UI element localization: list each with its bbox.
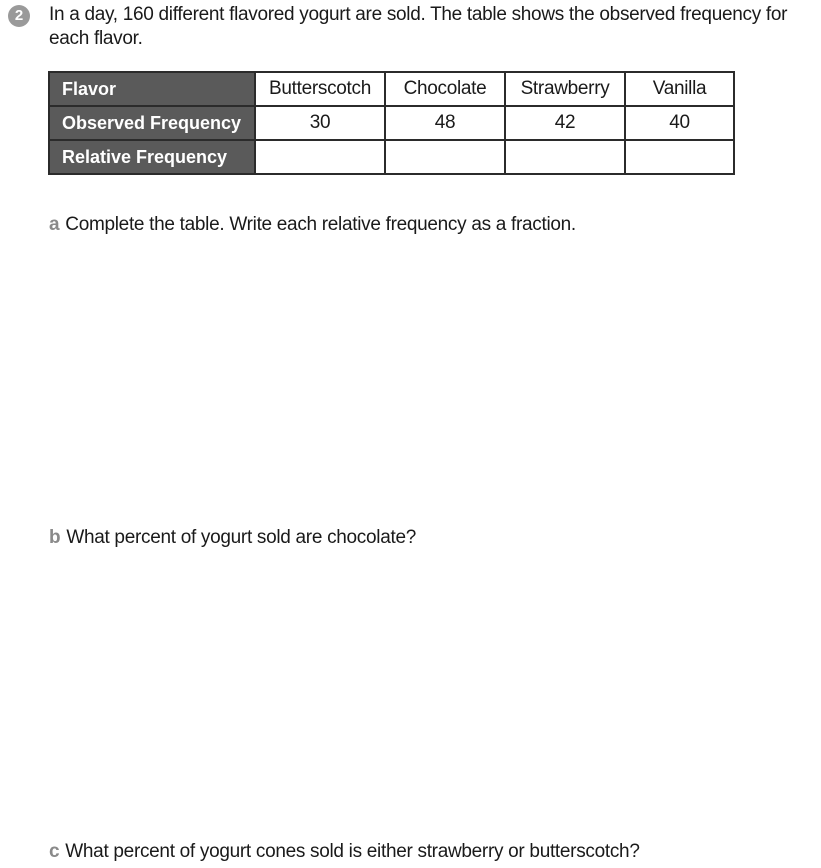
flavor-cell-strawberry: Strawberry <box>505 72 625 106</box>
flavor-cell-chocolate: Chocolate <box>385 72 505 106</box>
row-header-relative-frequency: Relative Frequency <box>49 140 255 174</box>
row-header-observed-frequency: Observed Frequency <box>49 106 255 140</box>
relative-cell-butterscotch[interactable] <box>255 140 385 174</box>
part-a-text: Complete the table. Write each relative frequency as a fraction. <box>65 214 576 235</box>
part-c-letter: c <box>49 841 60 862</box>
relative-cell-chocolate[interactable] <box>385 140 505 174</box>
table-row-relative <box>49 140 734 174</box>
observed-cell-strawberry: 42 <box>505 106 625 140</box>
part-b-question <box>49 527 416 549</box>
part-c-question <box>49 841 640 863</box>
question-number-badge: 2 <box>8 5 30 27</box>
table-row-flavor <box>49 72 734 106</box>
part-a-question <box>49 214 576 236</box>
part-b-letter: b <box>49 527 61 548</box>
flavor-cell-butterscotch: Butterscotch <box>255 72 385 106</box>
observed-cell-chocolate: 48 <box>385 106 505 140</box>
frequency-table <box>48 71 735 175</box>
question-prompt: In a day, 160 different flavored yogurt are sold. The table shows the observed frequency for each flavor. <box>49 4 788 49</box>
observed-cell-butterscotch: 30 <box>255 106 385 140</box>
row-header-flavor: Flavor <box>49 72 255 106</box>
part-c-text: What percent of yogurt cones sold is either strawberry or butterscotch? <box>65 841 640 862</box>
relative-cell-vanilla[interactable] <box>625 140 734 174</box>
observed-cell-vanilla: 40 <box>625 106 734 140</box>
part-a-letter: a <box>49 214 60 235</box>
flavor-cell-vanilla: Vanilla <box>625 72 734 106</box>
table-row-observed <box>49 106 734 140</box>
part-b-text: What percent of yogurt sold are chocolate? <box>66 527 416 548</box>
relative-cell-strawberry[interactable] <box>505 140 625 174</box>
